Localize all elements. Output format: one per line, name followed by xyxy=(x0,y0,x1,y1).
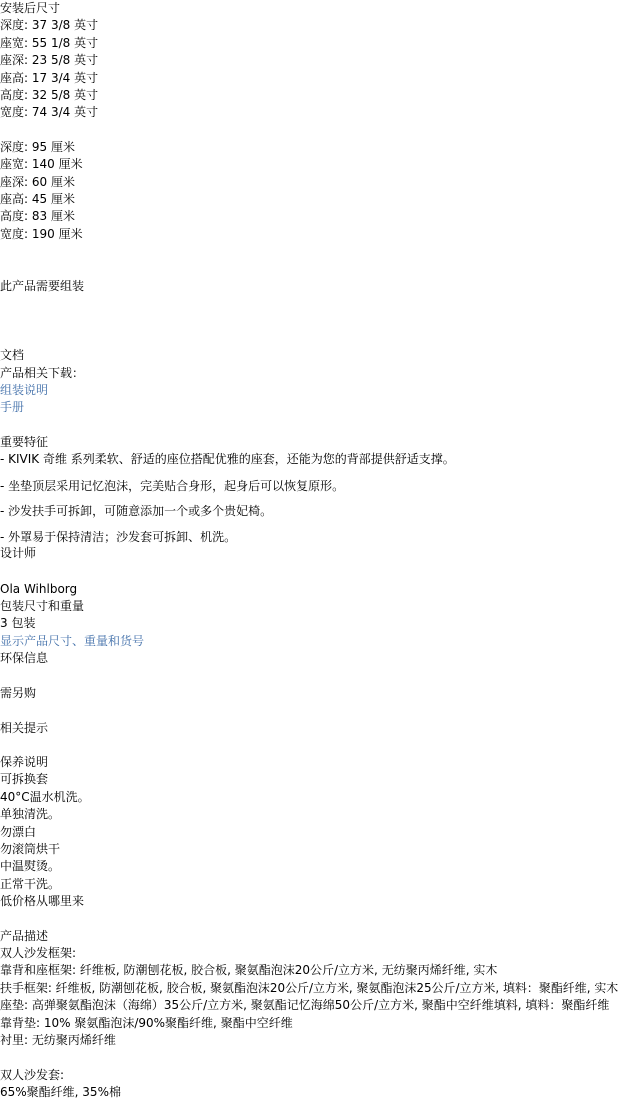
dimension-imperial-width: 宽度: 74 3/4 英寸 xyxy=(0,105,99,119)
assembly-note: 此产品需要组装 xyxy=(0,279,85,293)
care-item: 40°C温水机洗。 xyxy=(0,790,90,804)
key-feature-item: - 沙发扶手可拆卸，可随意添加一个或多个贵妃椅。 xyxy=(0,504,273,518)
frame-label: 双人沙发框架: xyxy=(0,946,77,960)
dimension-metric-seat-height: 座高: 45 厘米 xyxy=(0,192,75,206)
care-item: 正常干洗。 xyxy=(0,877,61,891)
material-item: 座垫: 高弹聚氨酯泡沫（海绵）35公斤/立方米, 聚氨酯记忆海绵50公斤/立方米, 聚酯中空纤维填料, 填料：聚酯纤维 xyxy=(0,998,610,1012)
dimension-imperial-height: 高度: 32 5/8 英寸 xyxy=(0,88,99,102)
dimension-imperial-seat-height: 座高: 17 3/4 英寸 xyxy=(0,71,99,85)
package-heading: 包装尺寸和重量 xyxy=(0,599,85,613)
material-item: 衬里: 无纺聚丙烯纤维 xyxy=(0,1033,116,1047)
show-dimensions-link[interactable]: 显示产品尺寸、重量和货号 xyxy=(0,634,145,648)
description-heading: 产品描述 xyxy=(0,929,49,943)
tips-heading: 相关提示 xyxy=(0,721,49,735)
dimension-imperial-depth: 深度: 37 3/8 英寸 xyxy=(0,18,99,32)
downloads-label: 产品相关下载： xyxy=(0,366,85,380)
key-feature-item: - 坐垫顶层采用记忆泡沫，完美贴合身形，起身后可以恢复原形。 xyxy=(0,479,345,493)
dimension-metric-height: 高度: 83 厘米 xyxy=(0,209,75,223)
care-item: 单独清洗。 xyxy=(0,807,61,821)
care-item: 勿滚筒烘干 xyxy=(0,842,61,856)
manual-link[interactable]: 手册 xyxy=(0,400,25,414)
material-item: 65%聚酯纤维, 35%棉 xyxy=(0,1085,121,1099)
care-item: 低价格从哪里来 xyxy=(0,894,85,908)
cover-label: 双人沙发套: xyxy=(0,1068,65,1082)
designer-heading: 设计师 xyxy=(0,546,37,560)
installed-size-heading: 安装后尺寸 xyxy=(0,1,61,15)
package-count: 3 包装 xyxy=(0,616,36,630)
environment-heading: 环保信息 xyxy=(0,651,49,665)
documents-heading: 文档 xyxy=(0,348,25,362)
dimension-metric-depth: 深度: 95 厘米 xyxy=(0,140,75,154)
material-item: 靠背垫: 10% 聚氨酯泡沫/90%聚酯纤维, 聚酯中空纤维 xyxy=(0,1016,293,1030)
assembly-instructions-link[interactable]: 组装说明 xyxy=(0,383,49,397)
dimension-imperial-seat-width: 座宽: 55 1/8 英寸 xyxy=(0,36,99,50)
designer-name: Ola Wihlborg xyxy=(0,582,78,596)
dimension-metric-seat-depth: 座深: 60 厘米 xyxy=(0,175,75,189)
care-item: 可拆换套 xyxy=(0,772,49,786)
care-item: 勿漂白 xyxy=(0,825,37,839)
sold-separately-heading: 需另购 xyxy=(0,686,37,700)
key-feature-item: - KIVIK 奇维 系列柔软、舒适的座位搭配优雅的座套，还能为您的背部提供舒适支撑。 xyxy=(0,452,455,466)
dimension-metric-seat-width: 座宽: 140 厘米 xyxy=(0,157,83,171)
key-feature-item: - 外罩易于保持清洁；沙发套可拆卸、机洗。 xyxy=(0,530,237,544)
care-heading: 保养说明 xyxy=(0,755,49,769)
key-features-heading: 重要特征 xyxy=(0,435,49,449)
dimension-imperial-seat-depth: 座深: 23 5/8 英寸 xyxy=(0,53,99,67)
dimension-metric-width: 宽度: 190 厘米 xyxy=(0,227,83,241)
care-item: 中温熨烫。 xyxy=(0,859,61,873)
material-item: 扶手框架: 纤维板, 防潮刨花板, 胶合板, 聚氨酯泡沫20公斤/立方米, 聚氨酯泡沫25公斤/立方米, 填料：聚酯纤维, 实木 xyxy=(0,981,619,995)
material-item: 靠背和座框架: 纤维板, 防潮刨花板, 胶合板, 聚氨酯泡沫20公斤/立方米, 无纺聚丙烯纤维, 实木 xyxy=(0,963,498,977)
